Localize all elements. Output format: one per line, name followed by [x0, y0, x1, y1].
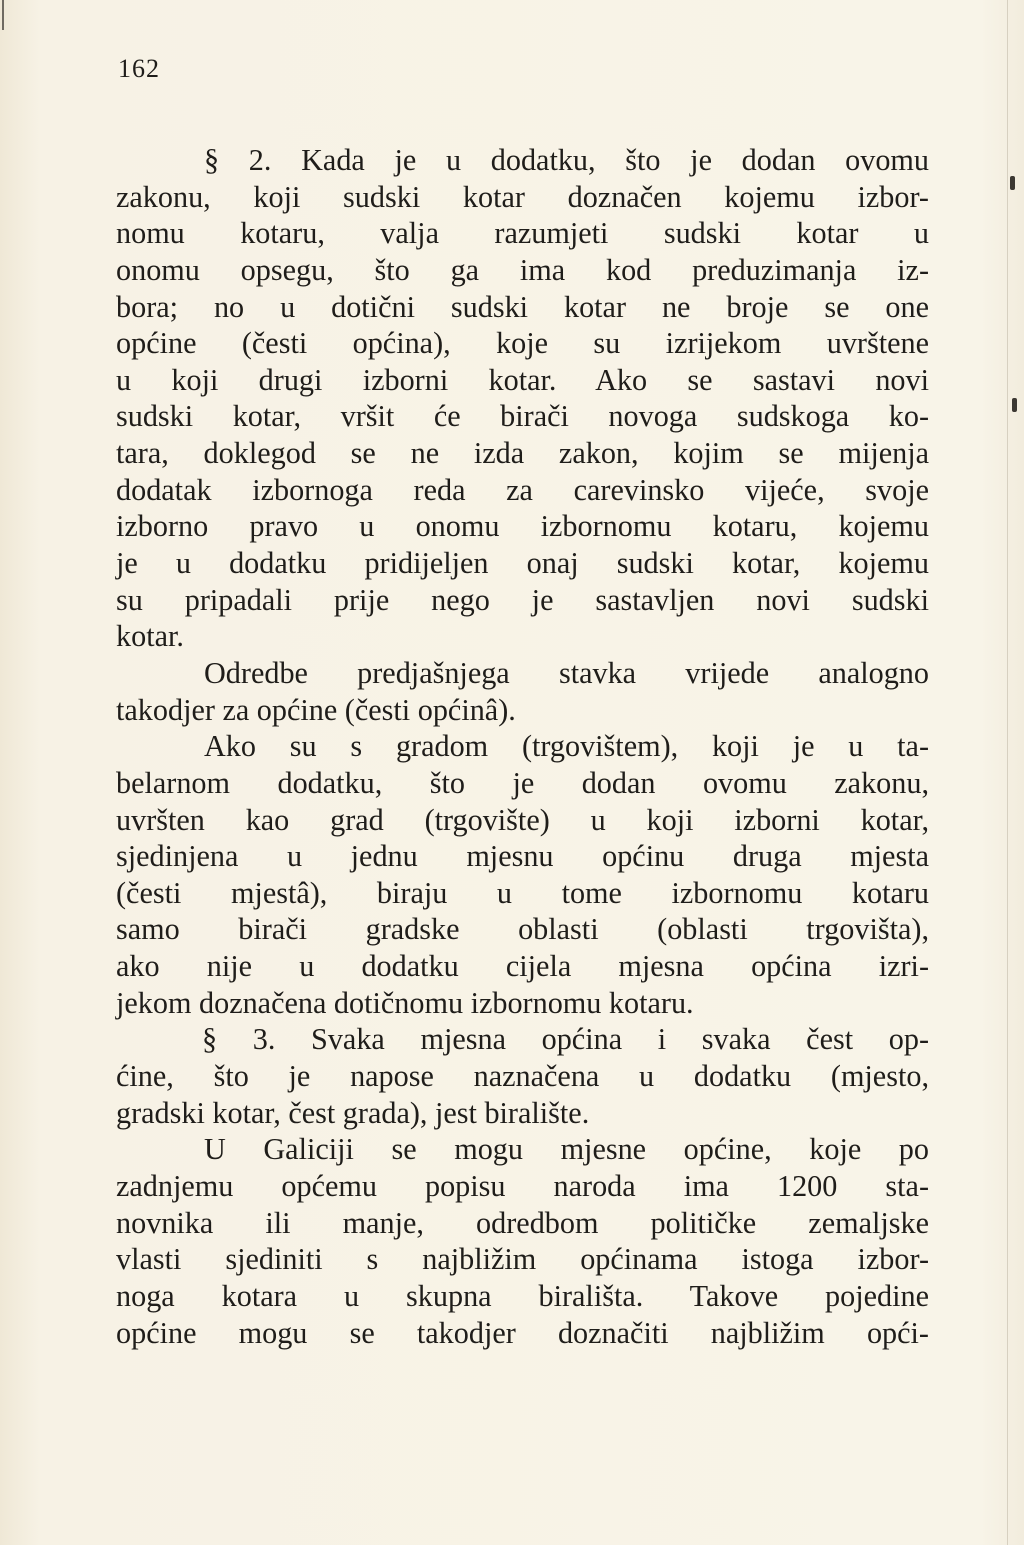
- margin-mark: [1010, 176, 1015, 190]
- text-line: kotar.: [116, 619, 184, 654]
- text-line: onomu opsegu, što ga ima kod preduzimanja iz-: [116, 252, 929, 287]
- text-line: vlasti sjediniti s najbližim općinama istoga izbor-: [116, 1242, 929, 1277]
- text-line: uvršten kao grad (trgovište) u koji izborni kotar,: [116, 802, 929, 837]
- text-line: u koji drugi izborni kotar. Ako se sastavi novi: [116, 362, 929, 397]
- text-line: općine mogu se takodjer doznačiti najbližim opći-: [116, 1315, 929, 1350]
- text-line: takodjer za općine (česti općinâ).: [116, 692, 516, 727]
- text-line: ako nije u dodatku cijela mjesna općina izri-: [116, 949, 929, 984]
- text-line: (česti mjestâ), biraju u tome izbornomu kotaru: [116, 875, 929, 910]
- text-line: sjedinjena u jednu mjesnu općinu druga mjesta: [116, 839, 929, 874]
- page-fold-line: [1007, 0, 1008, 1545]
- margin-mark: [1012, 398, 1017, 412]
- text-line: ćine, što je naposе naznačena u dodatku (mjesto,: [116, 1059, 929, 1094]
- text-line: gradski kotar, čest grada), jest biralište.: [116, 1095, 590, 1130]
- text-line: zadnjemu općemu popisu naroda ima 1200 sta-: [116, 1168, 929, 1203]
- text-line: § 2. Kada je u dodatku, što je dodan ovomu: [204, 143, 929, 177]
- body-text: [116, 142, 929, 1351]
- text-line: bora; no u dotični sudski kotar ne broje se one: [116, 289, 929, 324]
- text-line: U Galiciji se mogu mjesne općine, koje po: [204, 1132, 929, 1167]
- text-line: sudski kotar, vršit će birači novoga sudskoga ko-: [116, 399, 929, 434]
- text-line: samo birači gradske oblasti (oblasti trgovišta),: [116, 912, 929, 947]
- text-line: izborno pravo u onomu izbornomu kotaru, kojemu: [116, 509, 929, 544]
- text-line: su pripadali prije nego je sastavljen novi sudski: [116, 582, 929, 617]
- text-line: Odredbe predjašnjega stavka vrijede analogno: [204, 655, 929, 690]
- text-line: noga kotara u skupna birališta. Takove pojedine: [116, 1278, 929, 1313]
- text-line: dodatak izbornoga reda za carevinsko vijeće, svoje: [116, 472, 929, 507]
- text-line: § 3. Svaka mjesna općina i svaka čest op-: [202, 1022, 929, 1057]
- text-line: nomu kotaru, valja razumjeti sudski kotar u: [116, 216, 929, 251]
- text-line: belarnom dodatku, što je dodan ovomu zakonu,: [116, 765, 929, 800]
- text-line: zakonu, koji sudski kotar doznačen kojemu izbor-: [116, 179, 929, 214]
- text-line: je u dodatku pridijeljen onaj sudski kotar, kojemu: [116, 546, 929, 581]
- text-line: jekom doznačena dotičnomu izbornomu kotaru.: [116, 985, 694, 1020]
- text-line: općine (česti općina), koje su izrijekom uvrštene: [116, 326, 929, 361]
- page-number: 162: [118, 54, 160, 83]
- text-line: novnika ili manje, odredbom političke zemaljske: [116, 1205, 929, 1240]
- text-line: Ako su s gradom (trgovištem), koji je u ta-: [204, 729, 929, 764]
- page-edge-mark: [2, 0, 4, 30]
- text-line: tara, doklegod se ne izda zakon, kojim se mijenja: [116, 436, 929, 471]
